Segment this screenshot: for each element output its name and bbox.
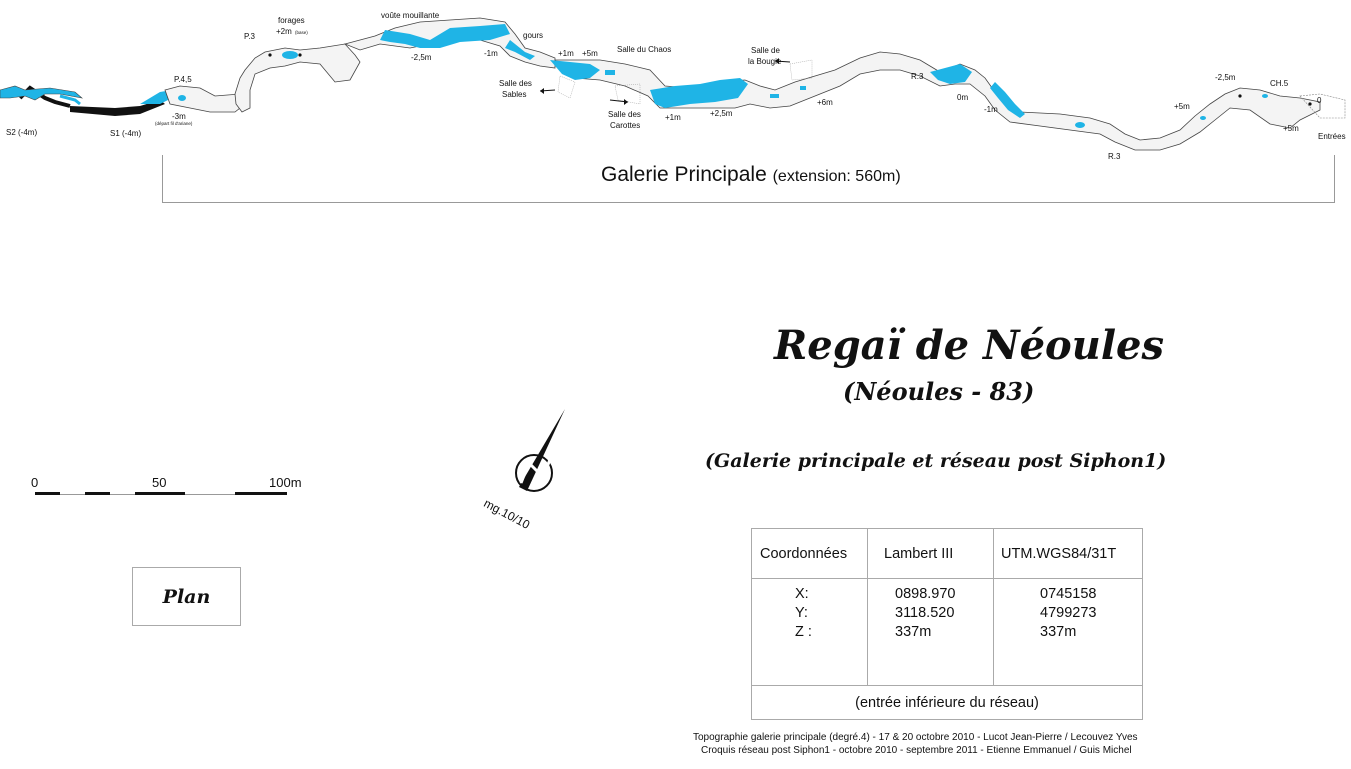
map-label: Entrées [1318, 132, 1346, 141]
utm-x: 0745158 [1040, 586, 1097, 602]
map-label: 0 [1317, 96, 1322, 105]
map-location: (Néoules - 83) [843, 377, 1035, 406]
map-label: Salle de [751, 46, 780, 55]
coordinates-table [751, 528, 1143, 720]
map-label: +1m [665, 113, 681, 122]
map-label: (départ fil d'ariane) [155, 121, 193, 126]
credits [693, 731, 1138, 757]
map-title: Regaï de Néoules [774, 322, 1164, 369]
map-label: P.3 [244, 32, 255, 41]
map-description: (Galerie principale et réseau post Siphon1) [705, 450, 1167, 472]
map-label: forages [278, 16, 305, 25]
gallery-title [601, 163, 901, 187]
map-label: (base) [295, 30, 308, 35]
declination-label: mg.10/10 [481, 496, 533, 532]
map-label: +5m [1174, 102, 1190, 111]
gallery-extension: (extension: 560m) [772, 168, 901, 185]
map-label: -3m [172, 112, 186, 121]
map-label: Sables [502, 90, 527, 99]
map-label: +6m [817, 98, 833, 107]
map-label: +5m [1283, 124, 1299, 133]
coordinates-note: (entrée inférieure du réseau) [752, 686, 1143, 720]
utm-z: 337m [1040, 624, 1077, 640]
sand-area-sables [558, 76, 575, 98]
axis-y: Y: [795, 605, 808, 621]
lambert-y: 3118.520 [895, 605, 955, 621]
map-label: CH.5 [1270, 79, 1289, 88]
map-label: -1m [984, 105, 998, 114]
header-utm: UTM.WGS84/31T [994, 529, 1143, 579]
gallery-outline-1 [165, 86, 245, 112]
axis-x: X: [795, 586, 809, 602]
plan-label: Plan [132, 567, 241, 626]
map-label: Carottes [610, 121, 641, 130]
map-label: +1m [558, 49, 574, 58]
map-label: -2,5m [411, 53, 432, 62]
axis-z: Z : [795, 624, 812, 640]
map-label: la Bougie [748, 57, 782, 66]
lambert-z: 337m [895, 624, 932, 640]
scale-label-50: 50 [152, 475, 167, 490]
scale-label-100: 100m [269, 475, 302, 490]
credit-line-1: Topographie galerie principale (degré.4) - 17 & 20 octobre 2010 - Lucot Jean-Pierre / Lecouvez Yves [693, 732, 1138, 743]
cave-survey-map [0, 0, 1351, 170]
header-lambert: Lambert III [868, 529, 994, 579]
credit-line-2: Croquis réseau post Siphon1 - octobre 2010 - septembre 2011 - Etienne Emmanuel / Guis Michel [701, 745, 1132, 756]
gallery-name: Galerie Principale [601, 163, 767, 186]
map-label: +5m [582, 49, 598, 58]
scale-bar [35, 490, 290, 498]
map-label: -2,5m [1215, 73, 1236, 82]
map-label: S2 (-4m) [6, 128, 38, 137]
map-label: -1m [484, 49, 498, 58]
map-label: gours [523, 31, 544, 40]
map-label: R.3 [911, 72, 924, 81]
map-label: Salle du Chaos [617, 45, 672, 54]
header-coordinates: Coordonnées [752, 529, 868, 579]
lambert-x: 0898.970 [895, 586, 956, 602]
map-label: Salle des [608, 110, 641, 119]
map-label: 0m [957, 93, 969, 102]
map-label: P.4,5 [174, 75, 192, 84]
map-label: Salle des [499, 79, 532, 88]
map-label: +2m [276, 27, 292, 36]
scale-label-0: 0 [31, 475, 39, 490]
sand-area-bougie [790, 60, 812, 80]
map-label: +2,5m [710, 109, 733, 118]
map-label: R.3 [1108, 152, 1121, 161]
map-label: S1 (-4m) [110, 129, 142, 138]
map-label: voûte mouillante [381, 11, 440, 20]
utm-y: 4799273 [1040, 605, 1097, 621]
